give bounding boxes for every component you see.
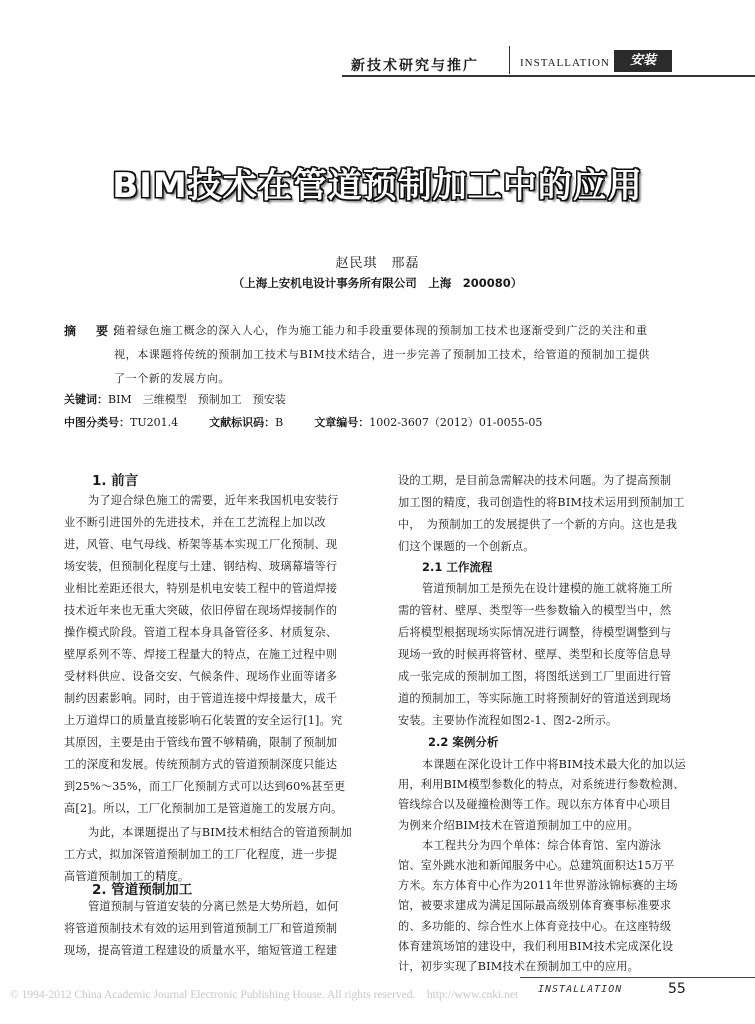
body-line: 操作模式阶段。管道工程本身具备管径多、材质复杂、: [64, 626, 338, 639]
keywords-value: BIM 三维模型 预制加工 预安装: [108, 393, 286, 406]
section-1-title: 1. 前言: [92, 473, 139, 489]
body-line: 管道预制与管道安装的分离已然是大势所趋，如何: [88, 900, 339, 913]
column-name: 新技术研究与推广: [351, 58, 479, 74]
body-line: 后将模型根据现场实际情况进行调整，待模型调整到与: [398, 626, 672, 639]
section-2-title: 2. 管道预制加工: [92, 882, 193, 898]
body-line: 制约因素影响。同时，由于管道连接中焊接量大，成千: [64, 692, 338, 705]
body-line: 工的深度和发展。传统预制方式的管道预制深度只能达: [64, 758, 338, 771]
body-line: 本工程共分为四个单体：综合体育馆、室内游泳: [422, 838, 662, 852]
copyright-watermark: © 1994-2012 China Academic Journal Electronic Publishing House. All rights reserved. http://www.cnki.net: [10, 989, 519, 1001]
article-no-label: 文章编号：: [314, 416, 370, 429]
body-line: 进，风管、电气母线、桥架等基本实现工厂化预制、现: [64, 538, 338, 551]
body-line: 安装。主要协作流程如图2-1、图2-2所示。: [398, 714, 618, 727]
classification: [64, 414, 542, 430]
clc-label: 中图分类号：: [64, 416, 130, 429]
body-line: 们这个课题的一个创新点。: [398, 540, 535, 553]
footer-rule: [520, 977, 755, 978]
abstract-line: 视，本课题将传统的预制加工技术与BIM技术结合，进一步完善了预制加工技术，给管道的预制加工提供: [114, 348, 650, 361]
body-line: 成一张完成的预制加工图，将图纸送到工厂里面进行管: [398, 670, 672, 683]
body-line: 受材料供应、设备交安、气候条件、现场作业面等诸多: [64, 670, 338, 683]
body-line: 管线综合以及碰撞检测等工作。现以东方体育中心项目: [398, 798, 672, 812]
body-line: 到25%～35%，而工厂化预制方式可以达到60%甚至更: [64, 780, 346, 793]
keywords-label: 关键词：: [64, 393, 108, 406]
body-line: 现场一致的时候再将管材、壁厚、类型和长度等信息导: [398, 648, 672, 661]
body-line: 体育建筑场馆的建设中，我们利用BIM技术完成深化设: [398, 939, 674, 953]
body-line: 馆，被要求建成为满足国际最高级别体育赛事标准要求: [398, 899, 672, 913]
body-line: 其原因，主要是由于管线布置不够精确，限制了预制加: [64, 736, 338, 749]
page-number: 55: [668, 981, 686, 997]
body-line: 壁厚系列不等、焊接工程量大的特点，在施工过程中则: [64, 648, 338, 661]
body-line: 道的预制加工，等实际施工时将预制好的管道送到现场: [398, 692, 672, 705]
header-rule: [342, 75, 755, 77]
clc-value: TU201.4: [130, 416, 179, 429]
body-line: 方米。东方体育中心作为2011年世界游泳锦标赛的主场: [398, 879, 678, 893]
body-line: 为了迎合绿色施工的需要，近年来我国机电安装行: [88, 494, 339, 507]
keywords: [64, 391, 286, 407]
header-divider: [509, 46, 510, 74]
body-line: 将管道预制技术有效的运用到管道预制工厂和管道预制: [64, 922, 338, 935]
magazine-logo: 安装: [614, 50, 672, 72]
authors: 赵民琪 邢磊: [335, 256, 420, 271]
footer-magazine-name: INSTALLATION: [538, 984, 623, 995]
body-line: 的、多功能的、综合性水上体育竞技中心。在这座特级: [398, 919, 672, 933]
body-line: 为此，本课题提出了与BIM技术相结合的管道预制加: [88, 826, 352, 839]
body-line: 加工图的精度，我司创造性的将BIM技术运用到预制加工: [398, 496, 685, 509]
body-line: 需的管材、壁厚、类型等一些参数输入的模型当中，然: [398, 604, 672, 617]
body-line: 现场，提高管道工程建设的质量水平，缩短管道工程建: [64, 944, 338, 957]
body-line: 设的工期，是目前急需解决的技术问题。为了提高预制: [398, 474, 672, 487]
abstract-label: 摘 要：: [64, 324, 129, 338]
body-line: 计，初步实现了BIM技术在预制加工中的应用。: [398, 960, 640, 973]
article-title: BIM技术在管道预制加工中的应用: [112, 166, 643, 206]
doc-code-label: 文献标识码：: [209, 416, 276, 429]
body-line: 业相比差距还很大，特别是机电安装工程中的管道焊接: [64, 582, 338, 595]
article-no-value: 1002-3607（2012）01-0055-05: [369, 416, 543, 429]
body-line: 本课题在深化设计工作中将BIM技术最大化的加以运: [422, 758, 686, 771]
body-line: 高管道预制加工的精度。: [64, 870, 190, 883]
body-line: 为例来介绍BIM技术在管道预制加工中的应用。: [398, 818, 640, 832]
body-line: 中， 为预制加工的发展提供了一个新的方向。这也是我: [398, 518, 678, 531]
body-line: 技术近年来也无重大突破，依旧停留在现场焊接制作的: [64, 604, 338, 617]
abstract-line: 了一个新的发展方向。: [114, 372, 230, 385]
body-line: 用，利用BIM模型参数化的特点，对系统进行参数检测、: [398, 778, 685, 792]
section-2-2-title: 2.2 案例分析: [428, 735, 499, 749]
affiliation: （上海上安机电设计事务所有限公司 上海 200080）: [232, 276, 523, 290]
body-line: 高[2]。所以，工厂化预制加工是管道施工的发展方向。: [64, 802, 343, 815]
body-line: 场安装，但预制化程度与土建、钢结构、玻璃幕墙等行: [64, 560, 338, 573]
body-line: 业不断引进国外的先进技术，并在工艺流程上加以改: [64, 516, 326, 529]
abstract-line: 随着绿色施工概念的深入人心，作为施工能力和手段重要体现的预制加工技术也逐渐受到广泛的关注和重: [114, 324, 648, 337]
body-line: 馆、室外跳水池和新闻服务中心。总建筑面积达15万平: [398, 859, 675, 872]
body-line: 管道预制加工是预先在设计建模的施工就将施工所: [422, 582, 673, 595]
body-line: 工方式，拟加深管道预制加工的工厂化程度，进一步提: [64, 848, 338, 861]
magazine-name: INSTALLATION: [520, 57, 610, 69]
doc-code-value: B: [275, 416, 284, 429]
section-2-1-title: 2.1 工作流程: [422, 560, 493, 574]
body-line: 上万道焊口的质量直接影响石化装置的安全运行[1]。究: [64, 714, 343, 727]
